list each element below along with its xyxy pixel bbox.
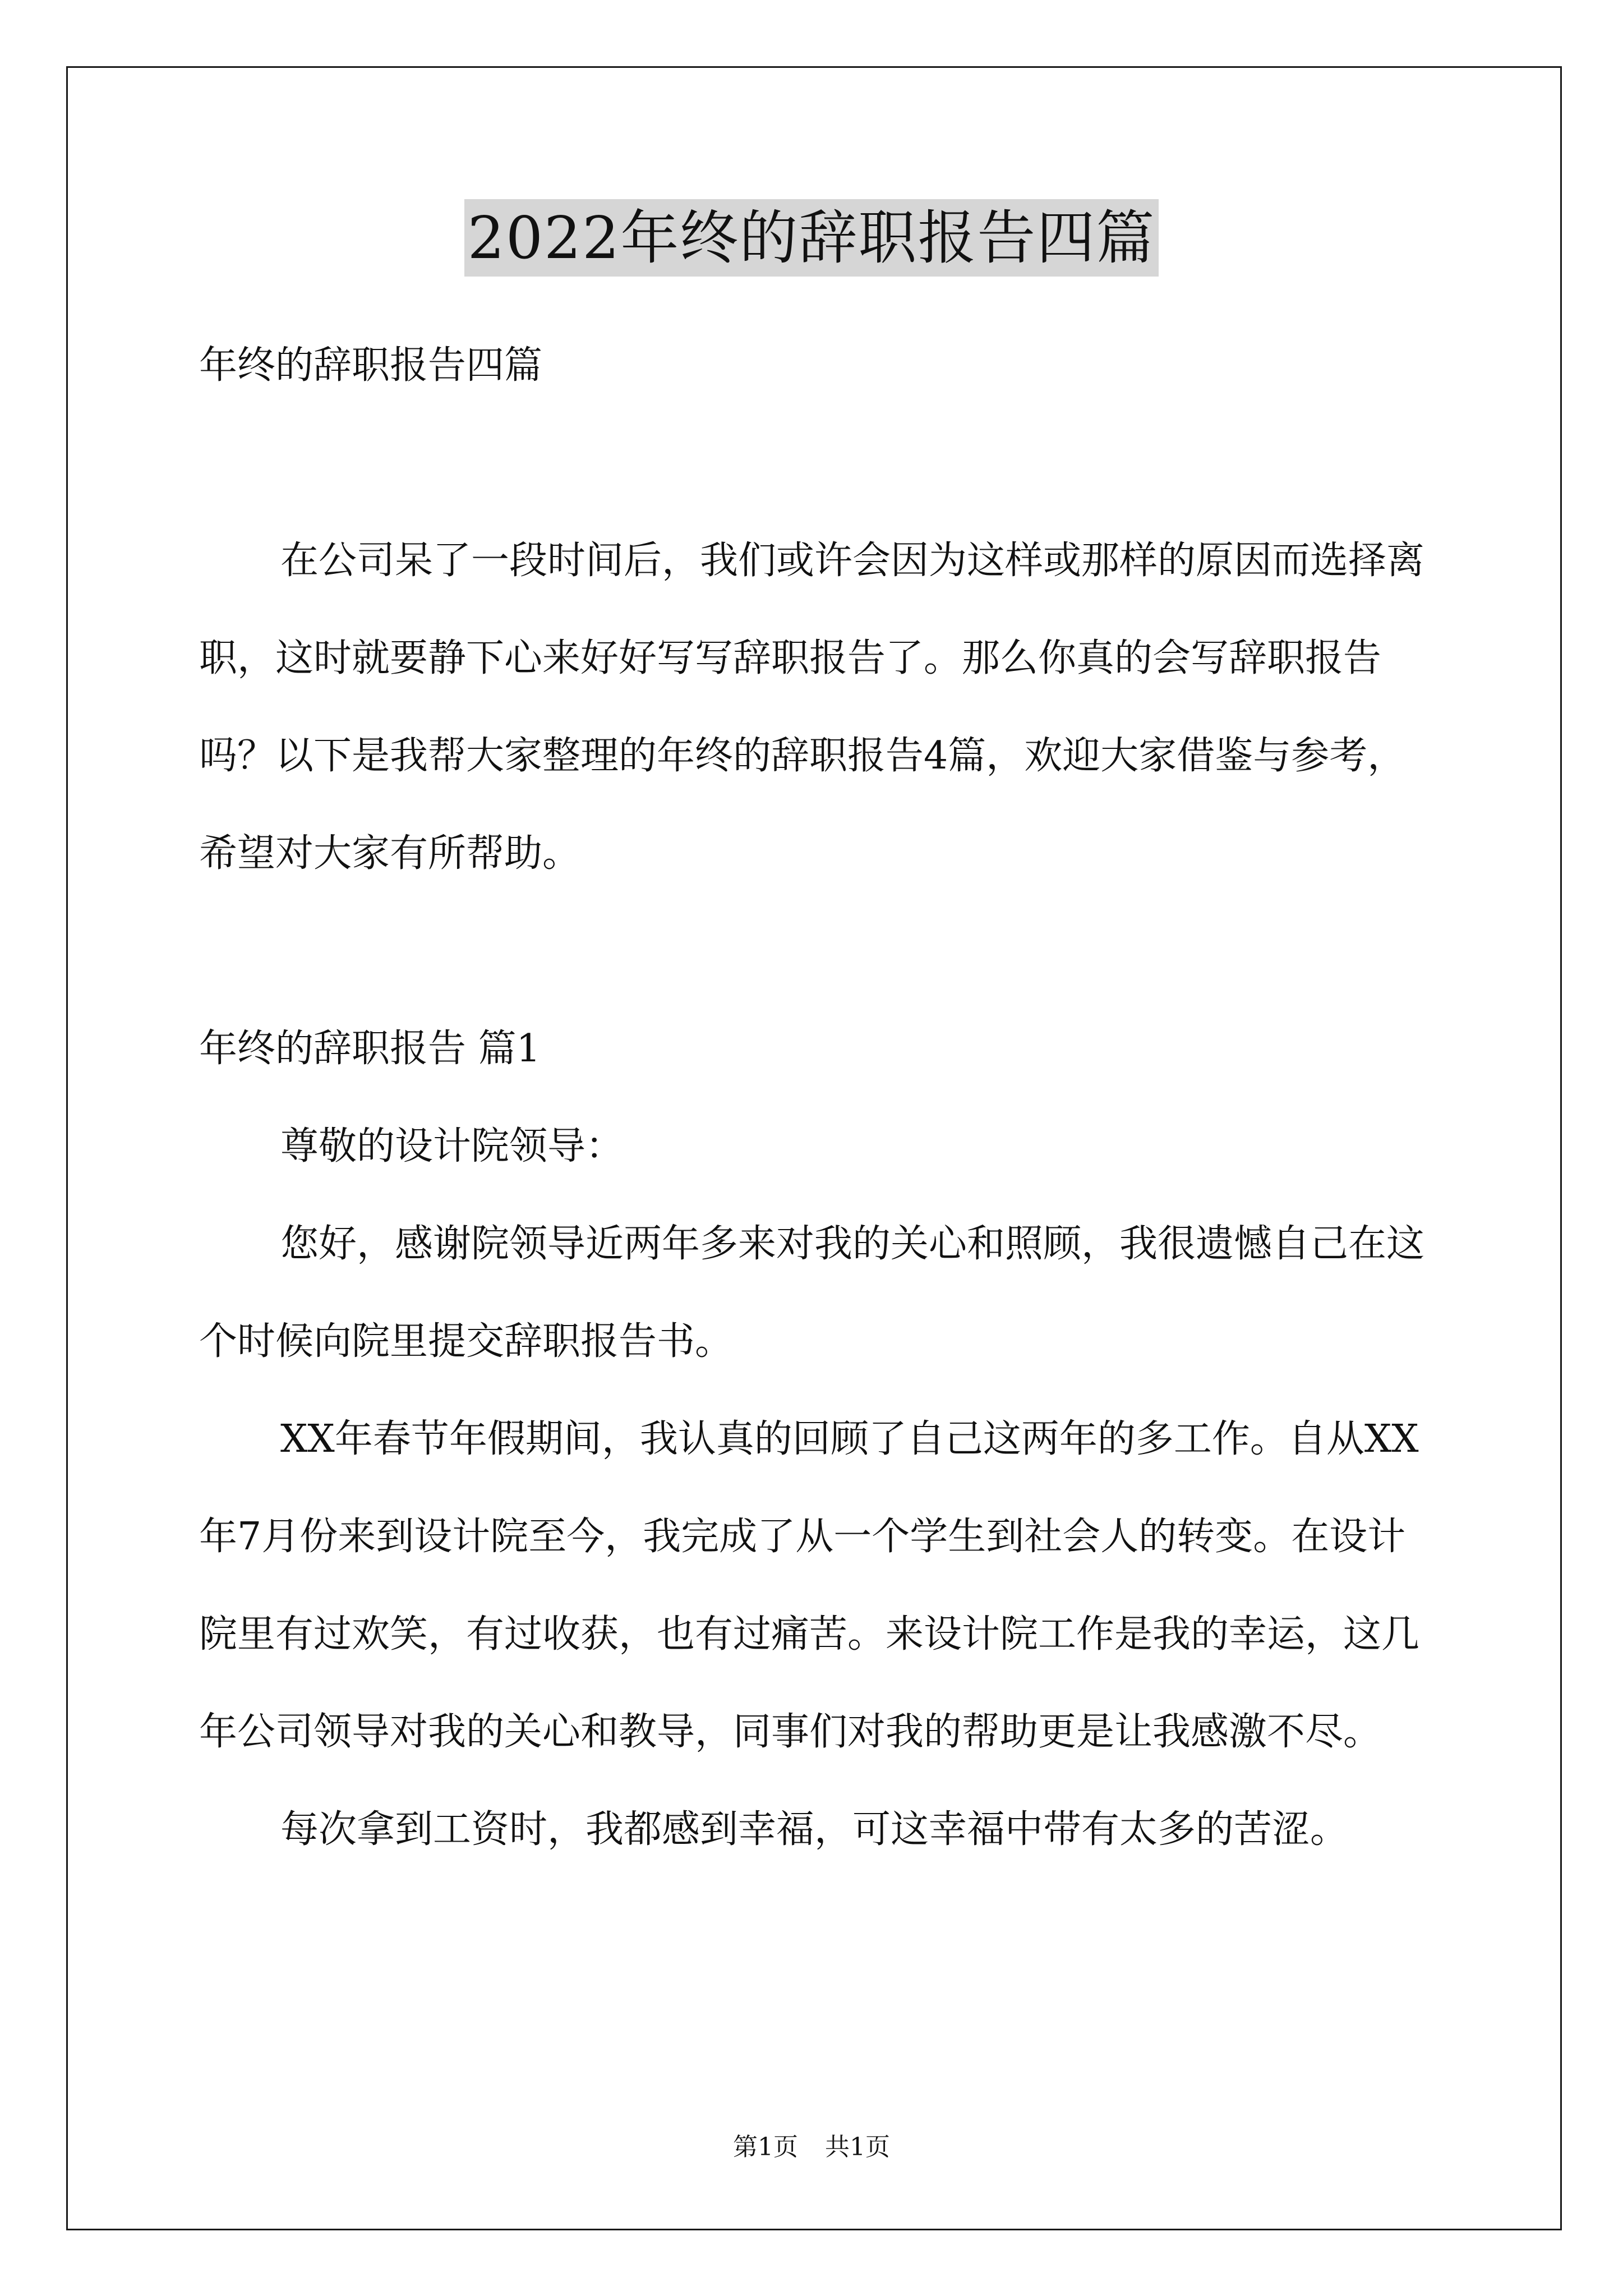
page-total: 共1页: [825, 2133, 890, 2161]
document-title: 2022年终的辞职报告四篇: [464, 199, 1159, 277]
intro-paragraph: 在公司呆了一段时间后，我们或许会因为这样或那样的原因而选择离职，这时就要静下心来好好写写辞职报告了。那么你真的会写辞职报告吗？以下是我帮大家整理的年终的辞职报告4篇，欢迎大家借鉴与参考，希望对大家有所帮助。: [199, 539, 1425, 876]
body-paragraph: 您好，感谢院领导近两年多来对我的关心和照顾，我很遗憾自己在这个时候向院里提交辞职报告书。: [199, 1222, 1425, 1364]
page-footer: [0, 2131, 1623, 2164]
document-body: [199, 317, 1427, 1879]
body-paragraph: XX年春节年假期间，我认真的回顾了自己这两年的多工作。自从XX年7月份来到设计院至今，我完成了从一个学生到社会人的转变。在设计院里有过欢笑，有过收获，也有过痛苦。来设计院工作是我的幸运，这几年公司领导对我的关心和教导，同事们对我的帮助更是让我感激不尽。: [199, 1417, 1420, 1754]
page-number: 第1页: [733, 2133, 798, 2161]
title-container: [0, 199, 1623, 277]
subtitle: 年终的辞职报告四篇: [199, 343, 543, 388]
section-heading: 年终的辞职报告 篇1: [199, 1027, 541, 1071]
greeting: 尊敬的设计院领导：: [280, 1124, 624, 1168]
body-paragraph: 每次拿到工资时，我都感到幸福，可这幸福中带有太多的苦涩。: [280, 1807, 1349, 1852]
